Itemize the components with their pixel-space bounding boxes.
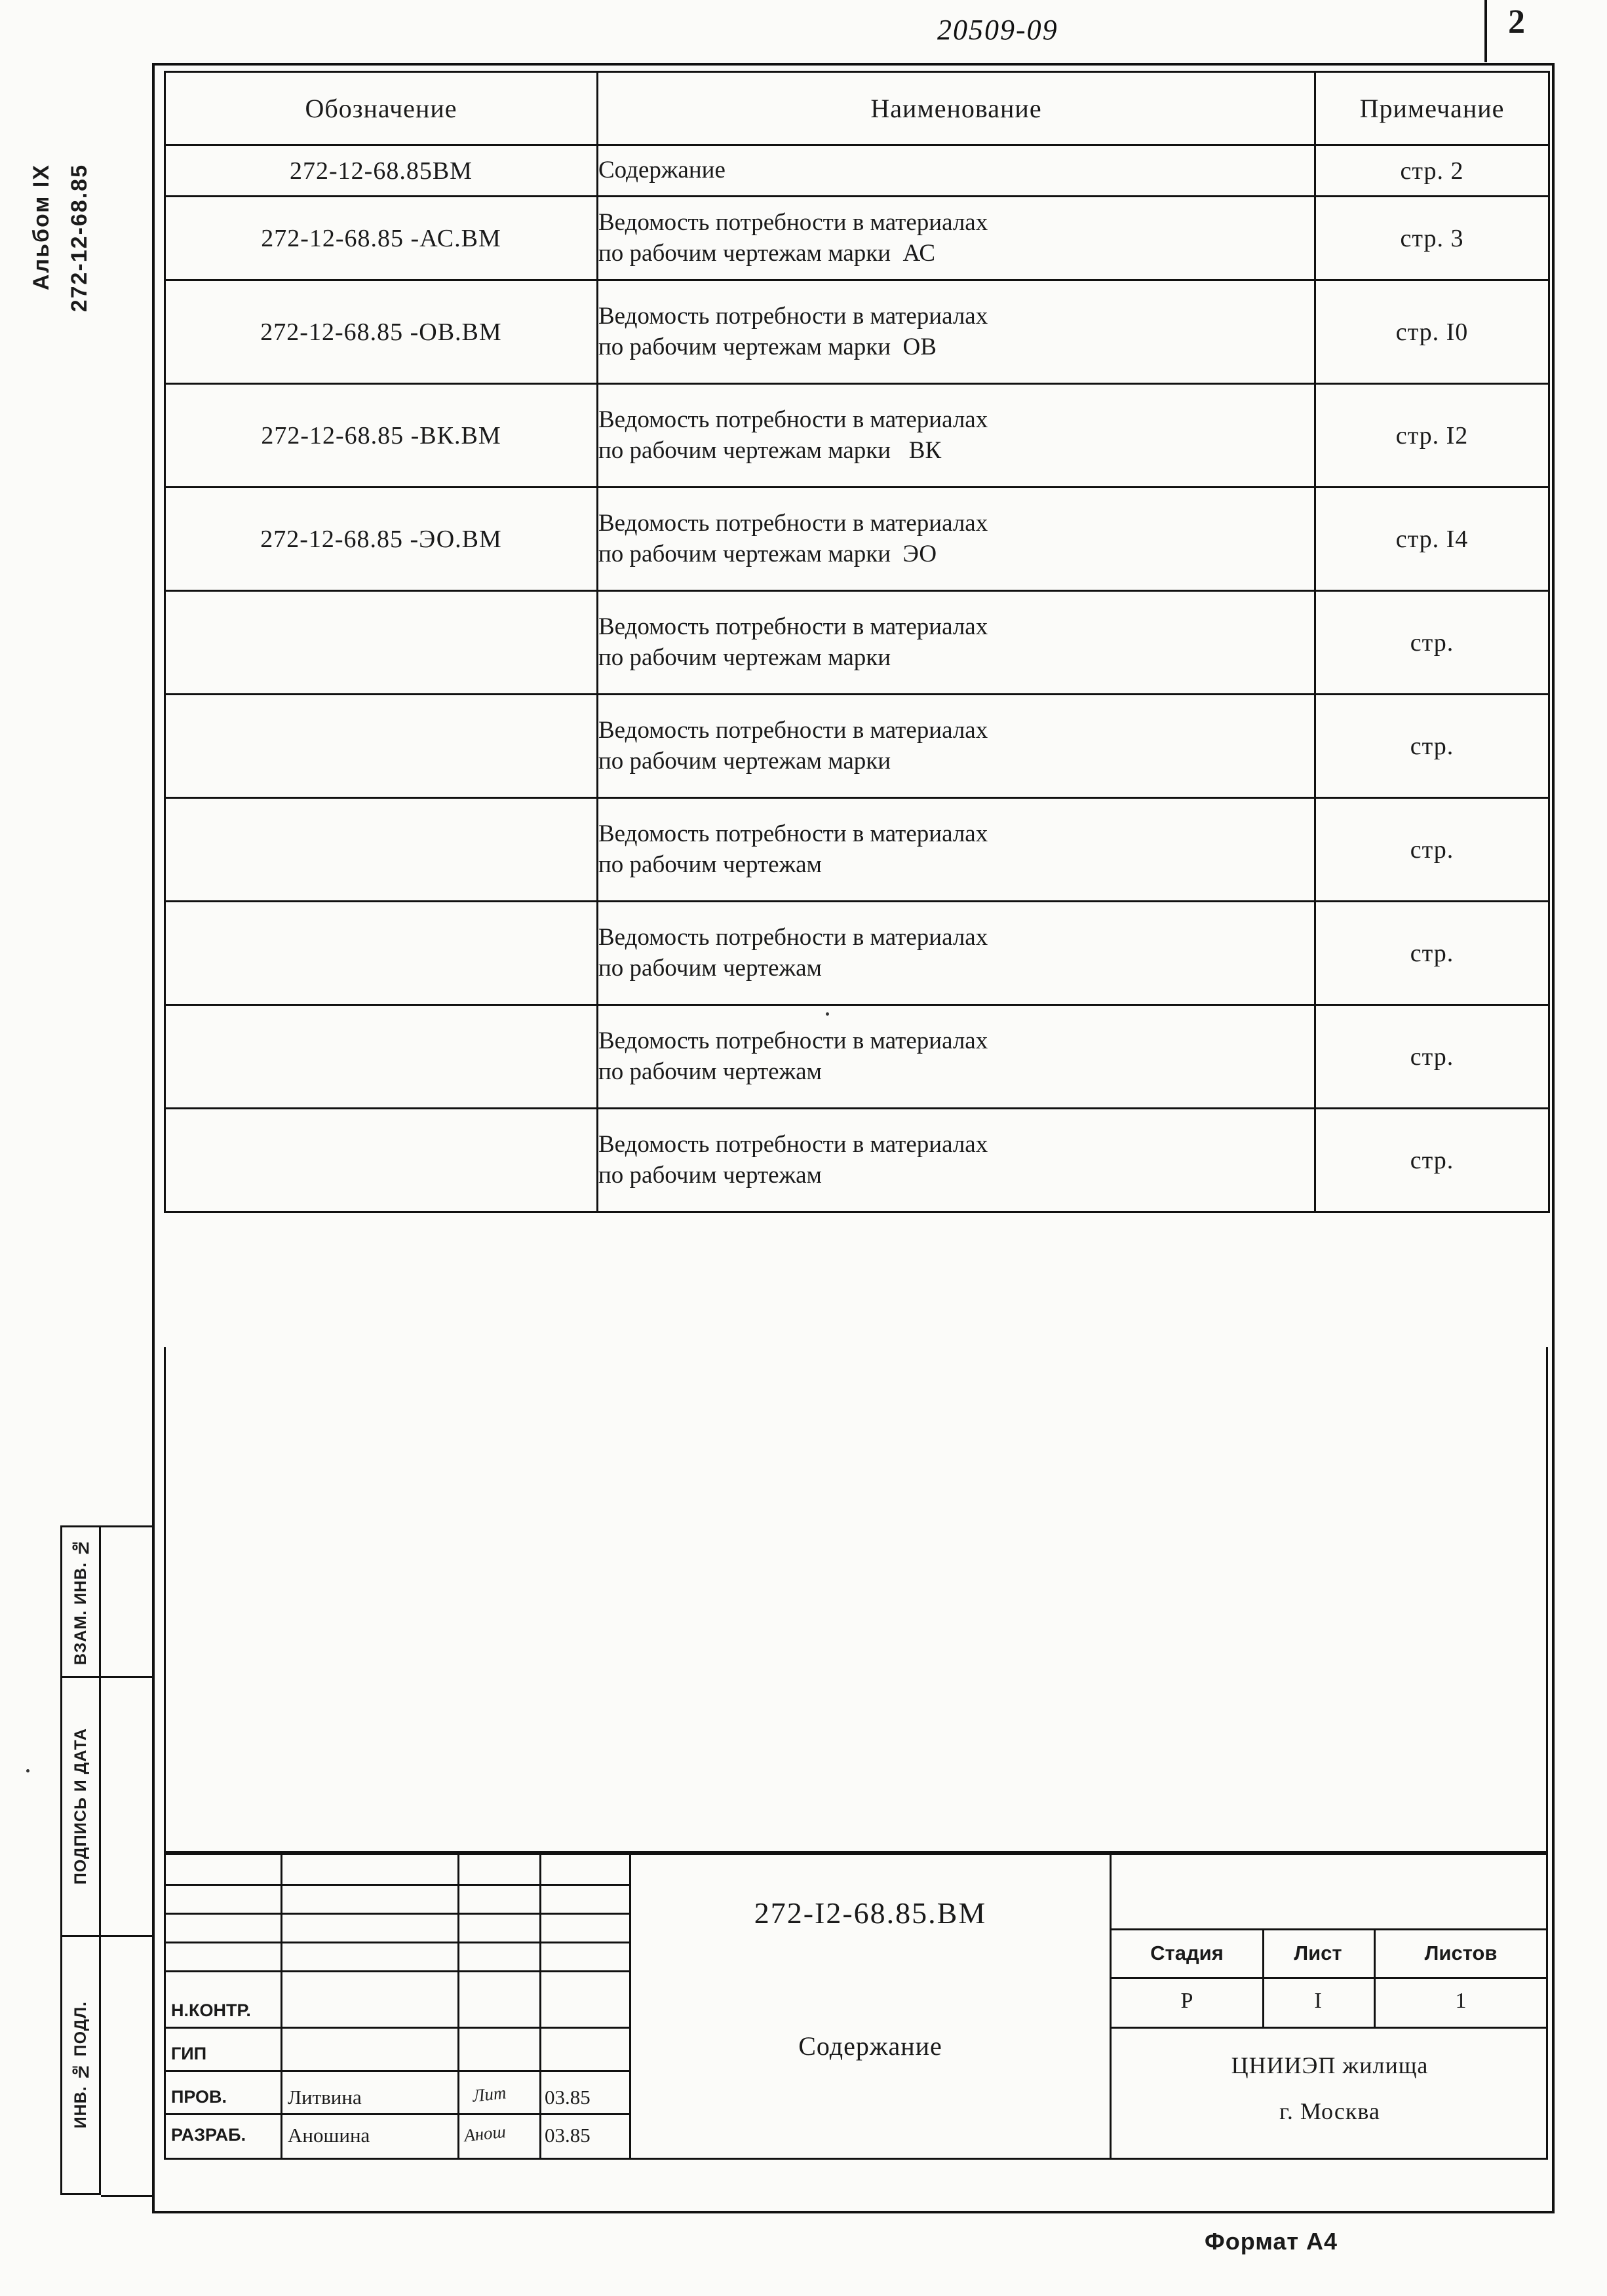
margin-stamp-cell-2: [62, 1678, 99, 1937]
role-label-0: Н.КОНТР.: [171, 2000, 251, 2020]
title-block-title: Содержание: [798, 2031, 942, 2061]
row-name-line2: по рабочим чертежам марки ЭО: [598, 540, 937, 567]
row-name: [598, 695, 1315, 798]
row-name-line1: Ведомость потребности в материалах: [598, 716, 988, 744]
row-name-line1: Ведомость потребности в материалах: [598, 1130, 988, 1158]
contents-table: [164, 71, 1550, 1213]
album-code-label: [63, 164, 96, 312]
row-note: стр. I2: [1315, 384, 1549, 488]
table-row: [165, 1109, 1549, 1212]
table-row: [165, 1005, 1549, 1109]
row-designation: 272-12-68.85 -ВК.ВМ: [165, 384, 598, 488]
format-label: Формат А4: [1205, 2228, 1338, 2255]
row-name: [598, 280, 1315, 384]
header-designation: [165, 72, 598, 145]
row-designation: 272-12-68.85 -ОВ.ВМ: [165, 280, 598, 384]
row-name-line2: по рабочим чертежам марки: [598, 747, 891, 775]
empty-content-area: [164, 1347, 1548, 1853]
row-note: стр.: [1315, 591, 1549, 695]
signature-2: Лит: [471, 2082, 507, 2106]
header-designation-text: Обозначение: [305, 94, 457, 123]
row-name-line2: по рабочим чертежам: [598, 851, 822, 878]
row-note: стр.: [1315, 1005, 1549, 1109]
header-note-text: Примечание: [1359, 94, 1505, 123]
title-block-roles: [166, 1855, 631, 2158]
role-name-3: Аношина: [288, 2124, 370, 2147]
title-block-main: [631, 1855, 1110, 2158]
title-block-stage: [1110, 1855, 1548, 2158]
row-designation: 272-12-68.85 -ЭО.ВМ: [165, 488, 598, 591]
margin-stamp-label-3: ИНВ. № ПОДЛ.: [71, 2001, 90, 2129]
title-block: [164, 1853, 1548, 2160]
row-note: стр. 2: [1315, 145, 1549, 197]
table-row: [165, 591, 1549, 695]
row-designation: [165, 1005, 598, 1109]
margin-tick-3: [101, 1935, 152, 1937]
table-row: [165, 197, 1549, 280]
archive-code: 20509-09: [937, 14, 1058, 46]
row-name: [598, 145, 1315, 197]
margin-stamp-label-1: ВЗАМ. ИНВ. №: [71, 1538, 90, 1666]
stage-value-sheets: 1: [1455, 1989, 1467, 2013]
stage-value-sheet: I: [1314, 1989, 1322, 2013]
row-note: стр.: [1315, 798, 1549, 902]
table-row: [165, 488, 1549, 591]
album-label: [25, 164, 58, 290]
table-header-row: [165, 72, 1549, 145]
artifact-dot: [26, 1769, 29, 1772]
row-note: стр.: [1315, 902, 1549, 1005]
margin-stamp-cell-1: [62, 1527, 99, 1678]
row-name-line2: по рабочим чертежам марки ОВ: [598, 333, 937, 360]
row-name: [598, 902, 1315, 1005]
stage-header-sheet: Лист: [1294, 1942, 1342, 1964]
row-designation: [165, 902, 598, 1005]
title-block-code: 272-I2-68.85.ВМ: [754, 1896, 987, 1930]
row-name: [598, 591, 1315, 695]
organization-line1: ЦНИИЭП жилища: [1231, 2052, 1429, 2078]
album-label-line1: Альбом IX: [29, 164, 54, 291]
role-label-2: ПРОВ.: [171, 2087, 227, 2107]
row-name-line1: Ведомость потребности в материалах: [598, 613, 988, 640]
header-name-text: Наименование: [870, 94, 1042, 123]
row-designation: [165, 798, 598, 902]
row-name: [598, 384, 1315, 488]
row-name: [598, 1005, 1315, 1109]
table-row: [165, 384, 1549, 488]
row-name: [598, 197, 1315, 280]
row-name-line2: по рабочим чертежам: [598, 1058, 822, 1085]
row-name-line2: по рабочим чертежам марки: [598, 643, 891, 671]
row-name-line1: Ведомость потребности в материалах: [598, 208, 988, 236]
row-name-line2: по рабочим чертежам марки АС: [598, 239, 936, 267]
table-row: [165, 695, 1549, 798]
row-name-line1: Содержание: [598, 157, 726, 184]
margin-tick-1: [101, 1525, 152, 1527]
table-row: [165, 798, 1549, 902]
organization-line2: г. Москва: [1279, 2098, 1380, 2124]
role-label-3: РАЗРАБ.: [171, 2125, 246, 2145]
row-note: стр.: [1315, 695, 1549, 798]
header-note: [1315, 72, 1549, 145]
margin-stamp-cell-3: [62, 1937, 99, 2193]
signature-3: Анош: [463, 2121, 507, 2146]
row-designation: 272-12-68.85 -АС.ВМ: [165, 197, 598, 280]
margin-tick-4: [101, 2195, 152, 2197]
role-name-2: Литвина: [288, 2086, 362, 2109]
row-name-line2: по рабочим чертежам марки ВК: [598, 436, 942, 464]
row-note: стр.: [1315, 1109, 1549, 1212]
stage-value-stage: Р: [1180, 1989, 1193, 2013]
header-name: [598, 72, 1315, 145]
margin-stamp-label-2: ПОДПИСЬ И ДАТА: [71, 1728, 90, 1885]
page-number: 2: [1508, 3, 1525, 41]
table-row: [165, 145, 1549, 197]
row-name-line1: Ведомость потребности в материалах: [598, 302, 988, 330]
margin-tick-2: [101, 1676, 152, 1678]
row-note: стр. I0: [1315, 280, 1549, 384]
row-designation: [165, 695, 598, 798]
margin-stamp-column: [60, 1525, 101, 2195]
row-name: [598, 1109, 1315, 1212]
role-date-3: 03.85: [545, 2124, 591, 2147]
table-row: [165, 902, 1549, 1005]
row-name-line2: по рабочим чертежам: [598, 1161, 822, 1189]
row-note: стр. 3: [1315, 197, 1549, 280]
role-date-2: 03.85: [545, 2086, 591, 2109]
row-designation: [165, 1109, 598, 1212]
row-name-line1: Ведомость потребности в материалах: [598, 406, 988, 433]
row-note: стр. I4: [1315, 488, 1549, 591]
artifact-dot: [826, 1012, 829, 1016]
album-label-line2: 272-12-68.85: [67, 164, 92, 313]
role-label-1: ГИП: [171, 2044, 207, 2063]
stage-header-stage: Стадия: [1150, 1942, 1224, 1964]
row-name-line1: Ведомость потребности в материалах: [598, 923, 988, 951]
row-name-line1: Ведомость потребности в материалах: [598, 509, 988, 537]
table-row: [165, 280, 1549, 384]
stage-header-sheets: Листов: [1424, 1942, 1498, 1964]
row-name-line1: Ведомость потребности в материалах: [598, 1027, 988, 1054]
row-name: [598, 798, 1315, 902]
row-name-line1: Ведомость потребности в материалах: [598, 820, 988, 847]
row-name-line2: по рабочим чертежам: [598, 954, 822, 982]
row-name: [598, 488, 1315, 591]
row-designation: 272-12-68.85ВМ: [165, 145, 598, 197]
row-designation: [165, 591, 598, 695]
page-number-box: [1484, 0, 1546, 62]
